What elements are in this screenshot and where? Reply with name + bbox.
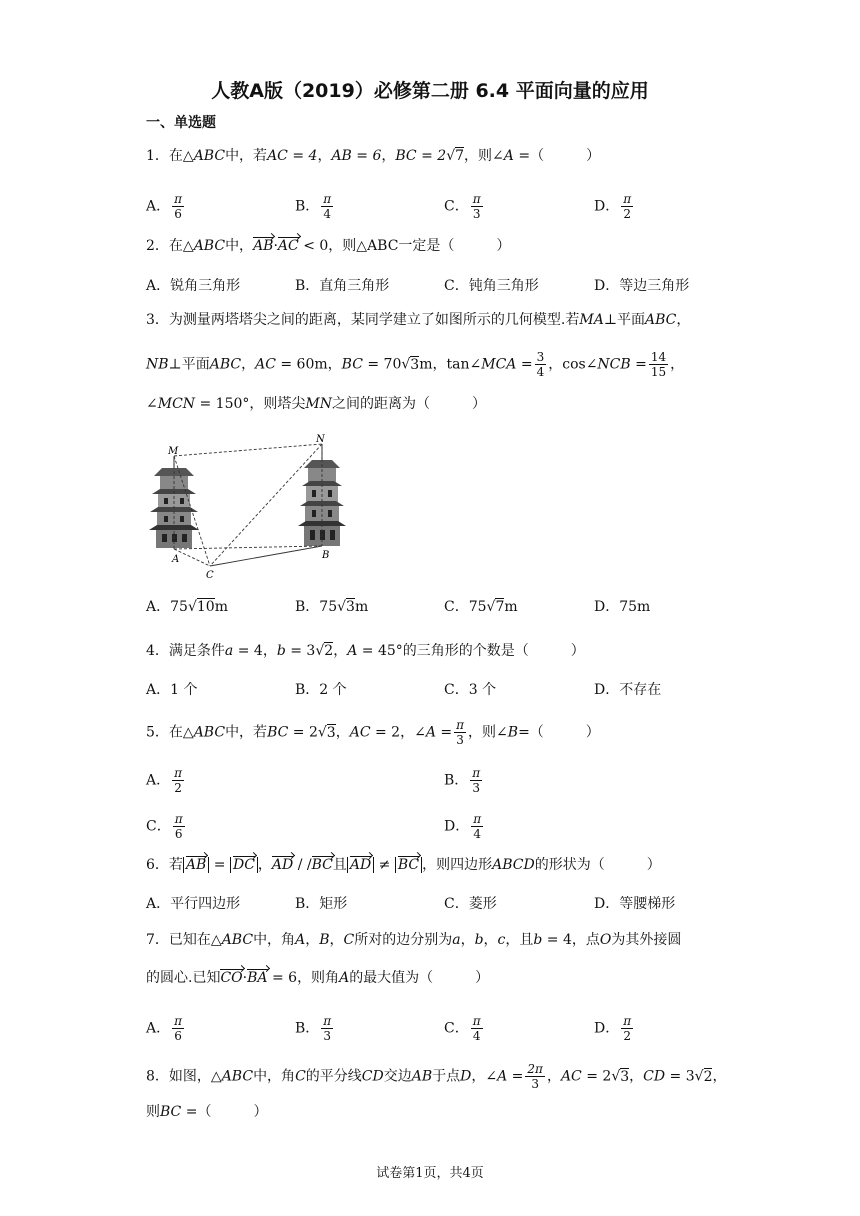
q3-option-d: D．75m <box>594 599 651 615</box>
q2-option-a: A．锐角三角形 <box>146 278 241 294</box>
q4-option-a: A．1 个 <box>146 682 198 698</box>
q7-option-b: B． $\frac{\pi}{3}$ <box>295 1014 332 1043</box>
question-3-line-3: ∠MCN = 150°，则塔尖MN之间的距离为（ ） <box>146 396 486 412</box>
page-footer: 试卷第1页，共4页 <box>376 1166 484 1181</box>
question-6: 6．若 AB = DC ，AD / /BC且 AD ≠ BC ，则四边形ABCD的形状为（ ） <box>146 857 661 873</box>
label-c: C <box>206 570 214 581</box>
q1-option-b: B． $\frac{\pi}{4}$ <box>295 192 332 221</box>
page-title: 人教A版（2019）必修第二册 6.4 平面向量的应用 <box>211 80 649 102</box>
question-7-line-1: 7．已知在△ABC中，角A，B，C所对的边分别为a，b，c，且b = 4，点O为其外接圆 <box>146 932 682 948</box>
label-b: B <box>322 550 330 561</box>
question-8-line-2: 则BC =（ ） <box>146 1104 268 1120</box>
label-n: N <box>316 434 325 445</box>
q4-option-b: B．2 个 <box>295 682 347 698</box>
question-7-line-2: 的圆心.已知CO·BA = 6，则角A的最大值为（ ） <box>146 970 490 986</box>
q2-option-d: D．等边三角形 <box>594 278 690 294</box>
q7-option-a: A． $\frac{\pi}{6}$ <box>146 1014 183 1043</box>
q6-option-b: B．矩形 <box>295 896 348 912</box>
question-2: 2．在△ABC中，AB·AC < 0，则△ABC一定是（ ） <box>146 238 511 254</box>
question-3-line-2: NB⊥平面ABC，AC = 60m，BC = 70√3m，tan∠MCA = $\frac{3}{4}$ ，cos∠NCB = $\frac{14}{15}$ ， <box>146 350 685 379</box>
geometry-lines <box>174 444 322 566</box>
q6-option-d: D．等腰梯形 <box>594 896 676 912</box>
q2-option-b: B．直角三角形 <box>295 278 390 294</box>
question-8-line-1: 8．如图，△ABC中，角C的平分线CD交边AB于点D，∠A = $\frac{2\pi}{3}$ ，AC = 2√3，CD = 3√2， <box>146 1062 727 1091</box>
question-5: 5．在△ABC中，若BC = 2√3，AC = 2，∠A = $\frac{\pi}{3}$ ，则∠B=（ ） <box>146 718 600 747</box>
q3-tower-figure <box>144 434 354 582</box>
q1-option-d: D． $\frac{\pi}{2}$ <box>594 192 632 221</box>
q3-option-c: C．75√7m <box>444 599 518 615</box>
q4-option-c: C．3 个 <box>444 682 497 698</box>
section-heading: 一、单选题 <box>146 115 216 131</box>
q5-option-c: C． $\frac{\pi}{6}$ <box>146 812 183 841</box>
q5-option-d: D． $\frac{\pi}{4}$ <box>444 812 482 841</box>
q1-option-c: C． $\frac{\pi}{3}$ <box>444 192 481 221</box>
question-4: 4．满足条件a = 4，b = 3√2，A = 45°的三角形的个数是（ ） <box>146 643 585 659</box>
label-a: A <box>172 554 180 565</box>
q3-option-b: B．75√3m <box>295 599 369 615</box>
q6-option-c: C．菱形 <box>444 896 497 912</box>
q3-option-a: A．75√10m <box>146 599 228 615</box>
q7-option-c: C． $\frac{\pi}{4}$ <box>444 1014 481 1043</box>
q5-option-a: A． $\frac{\pi}{2}$ <box>146 766 183 795</box>
q2-option-c: C．钝角三角形 <box>444 278 539 294</box>
q1-option-a: A． $\frac{\pi}{6}$ <box>146 192 183 221</box>
q7-option-d: D． $\frac{\pi}{2}$ <box>594 1014 632 1043</box>
q5-option-b: B． $\frac{\pi}{3}$ <box>444 766 481 795</box>
question-1: 1．在△ABC中，若AC = 4，AB = 6，BC = 2√7，则∠A =（ ） <box>146 148 601 164</box>
label-m: M <box>168 446 179 457</box>
q4-option-d: D．不存在 <box>594 682 662 698</box>
q6-option-a: A．平行四边形 <box>146 896 241 912</box>
question-3-line-1: 3．为测量两塔塔尖之间的距离，某同学建立了如图所示的几何模型.若MA⊥平面ABC， <box>146 312 691 328</box>
